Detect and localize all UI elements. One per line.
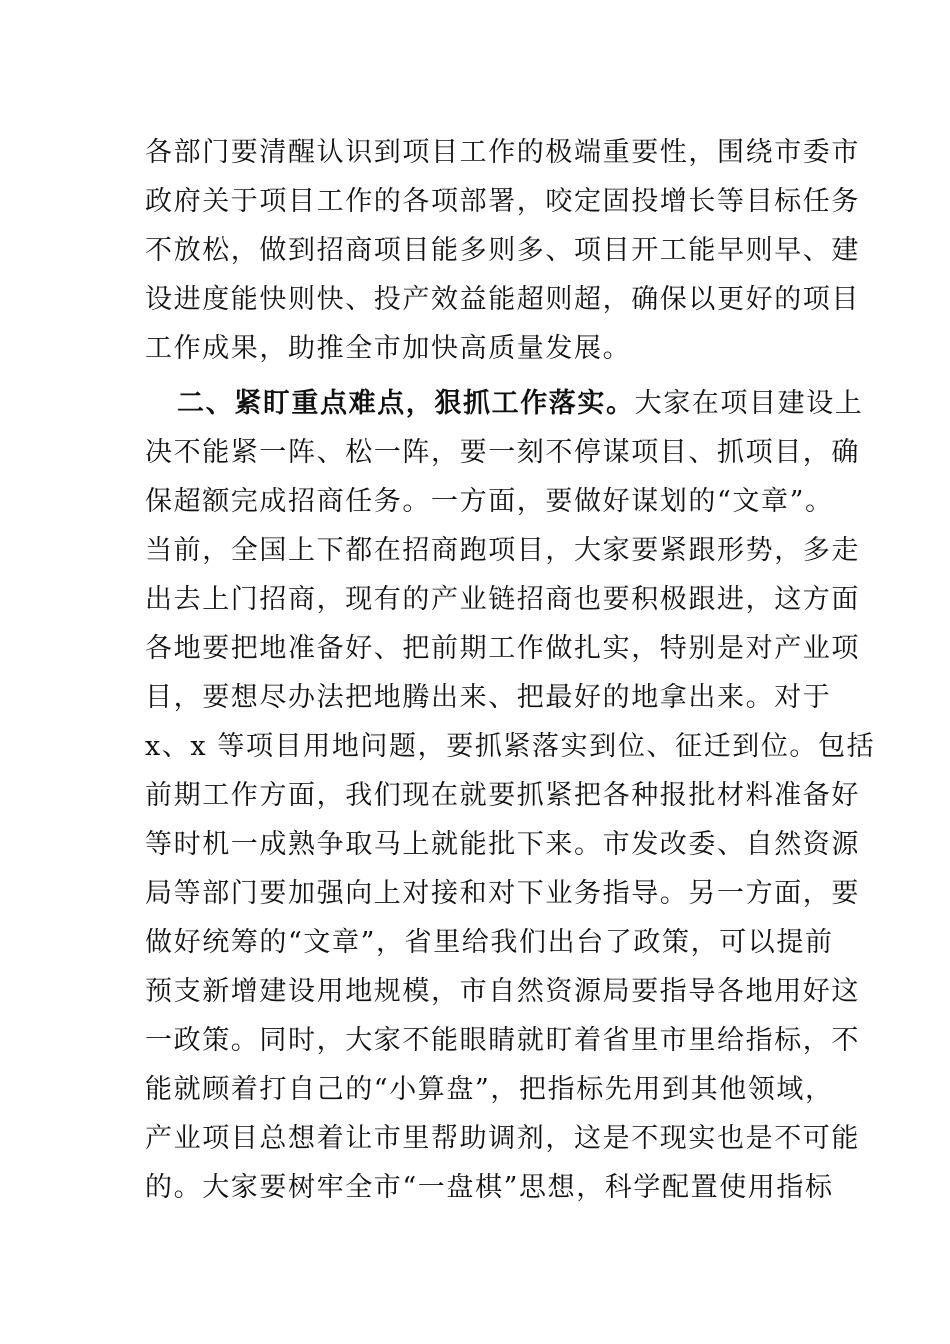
paragraph-2-line-11: 局等部门要加强向上对接和对下业务指导。另一方面，要 [145,878,860,909]
section-heading: 二、紧盯重点难点，狠抓工作落实。 [177,388,635,419]
paragraph-2-line-10: 等时机一成熟争取马上就能批下来。市发改委、自然资源 [145,829,860,860]
paragraph-2-line-13: 预支新增建设用地规模，市自然资源局要指导各地用好这 [145,976,860,1007]
paragraph-2-line-1-text: 大家在项目建设上 [634,388,864,419]
paragraph-2-line-3: 保超额完成招商任务。一方面，要做好谋划的“文章”。 [145,486,834,517]
paragraph-2-line-6: 各地要把地准备好、把前期工作做扎实，特别是对产业项 [145,633,860,664]
paragraph-2-line-16: 产业项目总想着让市里帮助调剂，这是不现实也是不可能 [145,1123,860,1154]
paragraph-2-line-1 [177,379,864,428]
paragraph-1-line-4: 设进度能快则快、投产效益能超则超，确保以更好的项目 [145,284,860,315]
paragraph-2-line-7: 目，要想尽办法把地腾出来、把最好的地拿出来。对于 [145,682,832,713]
paragraph-1-line-2: 政府关于项目工作的各项部署，咬定固投增长等目标任务 [145,186,860,217]
paragraph-2-line-5: 出去上门招商，现有的产业链招商也要积极跟进，这方面 [145,584,860,615]
paragraph-2-line-17: 的。大家要树牢全市“一盘棋”思想，科学配置使用指标 [145,1172,834,1203]
paragraph-2-line-15: 能就顾着打自己的“小算盘”，把指标先用到其他领域， [145,1074,834,1105]
paragraph-2-line-4: 当前，全国上下都在招商跑项目，大家要紧跟形势，多走 [145,535,860,566]
paragraph-2-line-8: x、x 等项目用地问题，要抓紧落实到位、征迁到位。包括 [145,731,876,762]
paragraph-1-line-3: 不放松，做到招商项目能多则多、项目开工能早则早、建 [145,235,860,266]
paragraph-2-line-2: 决不能紧一阵、松一阵，要一刻不停谋项目、抓项目，确 [145,437,860,468]
paragraph-2-line-12: 做好统筹的“文章”，省里给我们出台了政策，可以提前 [145,927,834,958]
paragraph-1-line-1: 各部门要清醒认识到项目工作的极端重要性，围绕市委市 [145,137,860,168]
paragraph-2-line-14: 一政策。同时，大家不能眼睛就盯着省里市里给指标，不 [145,1025,860,1056]
paragraph-2-line-9: 前期工作方面，我们现在就要抓紧把各种报批材料准备好 [145,780,860,811]
paragraph-1-line-5: 工作成果，助推全市加快高质量发展。 [145,333,632,364]
